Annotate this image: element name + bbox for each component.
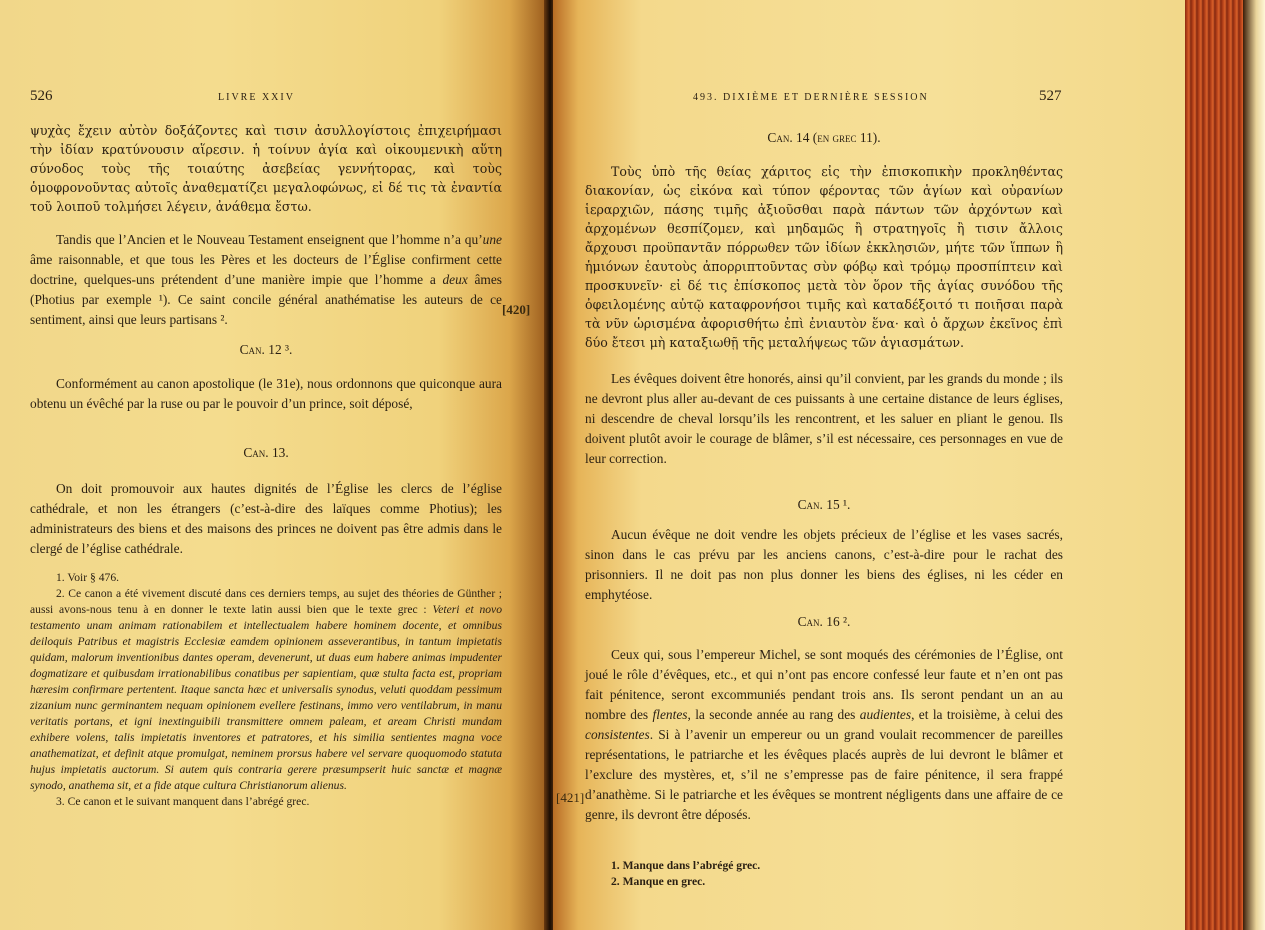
canon-heading: Can. 14 (en grec 11). — [767, 130, 881, 145]
footnotes — [585, 858, 1063, 890]
canon-text: Aucun évêque ne doit vendre les objets précieux de l’église et les vases sacrés, sinon dans le cas prévu par les anciens canons, c’est-à-dire pour le rachat des prisonniers. Il ne doit pas non plus donner les biens des églises, ni les céder en emphytéose. — [585, 527, 1063, 602]
running-title: 493. DIXIÈME ET DERNIÈRE SESSION — [693, 92, 929, 103]
canon-text: Les évêques doivent être honorés, ainsi qu’il convient, par les grands du monde ; ils ne devront plus aller au-devant de ces puissants à une certaine distance de leurs églises, ni descendre de cheval lorsqu’ils les rencontrent, et les saluer en pliant le genou. Ils doivent plutôt avoir le courage de blâmer, s’il est nécessaire, ces personnages en vue de leur correction. — [585, 371, 1063, 466]
greek-canon-text: Τοὺς ὑπὸ τῆς θείας χάριτος εἰς τὴν ἐπισκοπικὴν προκληθέντας διακονίαν, ὡς εἰκόνα καὶ τύπον φέροντας τῶν ἁγίων καὶ οὐρανίων ἱεραρχιῶν, πάσης τιμῆς ἀξιοῦσθαι παρὰ πάντων τῶν ἀρχόντων καὶ ἀρχομένων θεσπίζομεν, καὶ μηδαμῶς ἢ στρατηγοῖς ἢ τισιν ἄλλοις ἄρχουσι προϋπαντᾶν πόρρωθεν τῶν ἰδίων ἐκκλησιῶν, μήτε τῶν ἵππων ἢ ἡμιόνων ἑαυτοὺς ἀπορριπτοῦντας σὺν φόβῳ καὶ τρόμῳ προσπίπτειν καὶ προσκυνεῖν· εἰ δέ τις ἐπίσκοπος μετὰ τὸν ὅρον τῆς ἁγίας συνόδου τῆς ὀφειλομένης αὐτῷ καταφρονήσοι τιμῆς καὶ καταδέξοιτό τι ποιῆσαι παρὰ τὰ νῦν ὡρισμένα ἀφορισθήτω ἐπὶ ἐνιαυτὸν ἕνα· καὶ ὁ ἄρχων ἐκεῖνος ἐπὶ δύο ἔτεσι μὴ καταξιωθῇ τῆς μεταλήψεως τῶν ἁγιασμάτων. — [585, 164, 1063, 350]
footnote: 2. Manque en grec. — [611, 875, 706, 888]
footnotes — [30, 570, 502, 810]
margin-marker: [420] — [502, 302, 531, 317]
canon-heading: Can. 16 ². — [797, 614, 851, 629]
footnote: 3. Ce canon et le suivant manquent dans l’abrégé grec. — [56, 795, 310, 808]
left-page — [0, 0, 548, 930]
page-number: 526 — [30, 88, 53, 104]
running-title: LIVRE XXIV — [218, 92, 295, 103]
footnote: 2. Ce canon a été vivement discuté dans ces derniers temps, au sujet des théories de Günther ; aussi avons-nous tenu à en donner le texte latin aussi bien que le texte grec : Veteri et novo testamento unam animam rationabilem et intellectualem habere hominem docente, et omnibus deiloquis Patribus et magistris Ecclesiæ eamdem opinionem asseverantibus, in tantum impietatis quidam, malorum inventionibus dantes operam, devenerunt, ut duas eum habere animas impudenter dogmatizare et quibusdam irrationabilibus conatibus per sapientiam, quæ stulta facta est, propriam hæresim confirmare pertentent. Itaque sancta hæc et universalis synodus, veluti quoddam pessimum zizanium nunc germinantem nequam opinionem evellere festinans, immo vero ventilabrum, in manu veritatis portans, et igni inextinguibili transmittere omnem paleam, et aream Christi mundam exhibere volens, talis impietatis inventores et patratores, et his similia sentientes magna voce anathematizat, et definit atque promulgat, neminem prorsus habere vel servare quoquomodo statuta hujus impietatis auctorum. Si autem quis contraria gerere præsumpserit huic sanctæ et magnæ synodo, anathema sit, et a fide atque cultura Christianorum alienus. — [30, 587, 502, 792]
greek-continuation: ψυχὰς ἔχειν αὐτὸν δοξάζοντες καὶ τισιν ἀσυλλογίστοις ἐπιχειρήμασι τὴν ἰδίαν κρατύνουσιν αἵρεσιν. ἡ τοίνυν ἁγία καὶ οἰκουμενικὴ αὕτη σύνοδος τοὺς τῆς τοιαύτης ἀσεβείας γεννήτορας, καὶ τοὺς ὁμοφρονοῦντας αὐτοῖς ἀναθεματίζει μεγαλοφώνως, εἰ δέ τις τὰ ἐναντία τοῦ λοιποῦ τολμήσει λέγειν, ἀνάθεμα ἔστω. — [30, 123, 502, 214]
paragraph: Tandis que l’Ancien et le Nouveau Testament enseignent que l’homme n’a qu’une âme raisonnable, et que tous les Pères et les docteurs de l’Église confirment cette doctrine, quelques-uns prétendent d’une manière impie que l’homme a deux âmes (Photius par exemple ¹). Ce saint concile général anathématise les auteurs de ce sentiment, ainsi que leurs partisans ². — [30, 232, 502, 327]
margin-marker: [421] — [556, 790, 585, 805]
page-number: 527 — [1039, 88, 1062, 104]
canon-text: Ceux qui, sous l’empereur Michel, se sont moqués des cérémonies de l’Église, ont joué le rôle d’évêques, etc., et qui n’ont pas encore confessé leur faute et n’en ont pas fait pénitence, seront excommuniés pendant trois ans. Ils seront pendant un an au nombre des flentes, la seconde année au rang des audientes, et la troisième, à celui des consistentes. Si à l’avenir un empereur ou un grand voulait recommencer de pareilles représentations, le patriarche et les évêques placés auprès de lui devront le blâmer et l’exclure des mystères, et, s’il ne s’empresse pas de faire pénitence, il sera frappé d’anathème. Si le patriarche et les évêques se montrent négligents dans une affaire de ce genre, ils devront être déposés. — [585, 647, 1063, 822]
canon-text: Conformément au canon apostolique (le 31e), nous ordonnons que quiconque aura obtenu un évêché par la ruse ou par le pouvoir d’un prince, soit déposé, — [30, 376, 502, 411]
footnote: 1. Voir § 476. — [56, 571, 120, 584]
canon-heading: Can. 12 ³. — [239, 342, 293, 357]
book-page-edges — [1185, 0, 1265, 930]
canon-heading: Can. 13. — [243, 445, 289, 460]
canon-heading: Can. 15 ¹. — [797, 497, 851, 512]
footnote: 1. Manque dans l’abrégé grec. — [611, 859, 761, 872]
right-page — [553, 0, 1185, 930]
canon-text: On doit promouvoir aux hautes dignités de l’Église les clercs de l’église cathédrale, et non les étrangers (c’est-à-dire des laïques comme Photius); les administrateurs des biens et des maisons des princes ne doivent pas être admis dans le clergé de l’église cathédrale. — [30, 481, 502, 556]
